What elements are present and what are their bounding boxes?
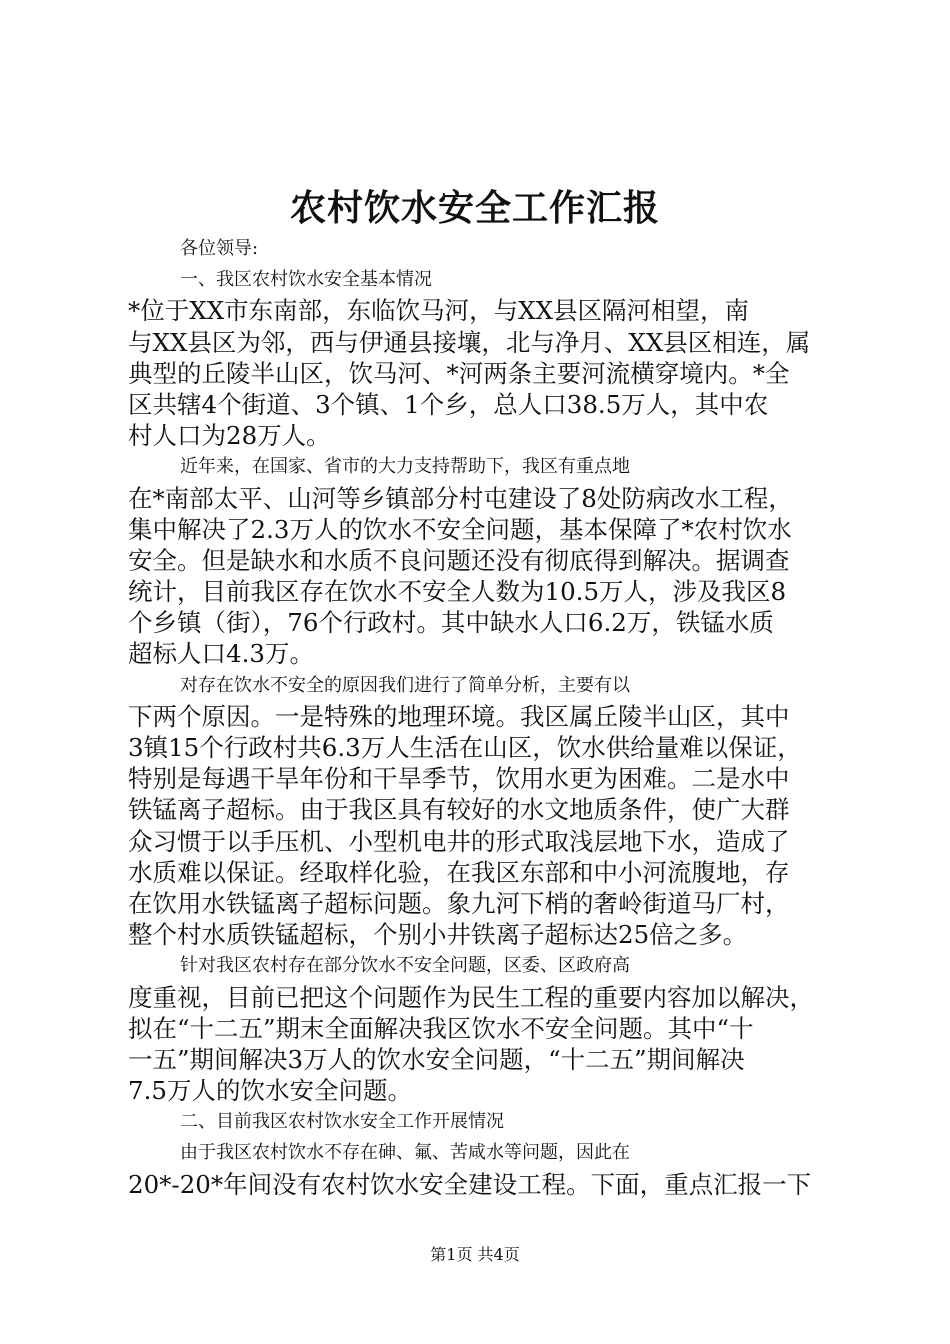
body-line: 二、目前我区农村饮水安全工作开展情况 <box>180 1111 504 1133</box>
body-line: 在*南部太平、山河等乡镇部分村屯建设了8处防病改水工程， <box>128 483 793 513</box>
body-line: 度重视，目前已把这个问题作为民生工程的重要内容加以解决， <box>128 982 814 1012</box>
body-line: 对存在饮水不安全的原因我们进行了简单分析，主要有以 <box>180 674 630 696</box>
body-line: 村人口为28万人。 <box>128 421 331 451</box>
body-line: 一、我区农村饮水安全基本情况 <box>180 269 432 291</box>
body-line: *位于XX市东南部，东临饮马河，与XX县区隔河相望，南 <box>128 296 750 326</box>
body-line: 与XX县区为邻，西与伊通县接壤，北与净月、XX县区相连，属 <box>128 327 811 357</box>
body-line: 3镇15个行政村共6.3万人生活在山区，饮水供给量难以保证， <box>128 733 802 762</box>
body-line: 7.5万人的饮水安全问题。 <box>128 1076 412 1106</box>
body-line: 个乡镇（街），76个行政村。其中缺水人口6.2万，铁锰水质 <box>128 608 774 638</box>
body-line: 众习惯于以手压机、小型机电井的形式取浅层地下水，造成了 <box>128 826 790 856</box>
body-line: 下两个原因。一是特殊的地理环境。我区属丘陵半山区，其中 <box>128 701 790 731</box>
body-line: 拟在“十二五”期末全面解决我区饮水不安全问题。其中“十 <box>128 1013 754 1043</box>
body-line: 特别是每遇干旱年份和干旱季节，饮用水更为困难。二是水中 <box>128 764 790 794</box>
page-number-footer: 第1页 共4页 <box>430 1245 520 1264</box>
body-line: 整个村水质铁锰超标，个别小井铁离子超标达25倍之多。 <box>128 920 748 950</box>
body-line: 针对我区农村存在部分饮水不安全问题，区委、区政府高 <box>180 955 630 977</box>
body-line: 区共辖4个街道、3个镇、1个乡，总人口38.5万人，其中农 <box>128 389 769 419</box>
body-line: 安全。但是缺水和水质不良问题还没有彻底得到解决。据调查 <box>128 545 790 575</box>
body-line: 各位领导: <box>180 238 259 259</box>
body-line: 近年来，在国家、省市的大力支持帮助下，我区有重点地 <box>180 456 630 478</box>
body-line: 铁锰离子超标。由于我区具有较好的水文地质条件，使广大群 <box>128 795 790 825</box>
body-line: 超标人口4.3万。 <box>128 639 314 669</box>
body-line: 在饮用水铁锰离子超标问题。象九河下梢的奢岭街道马厂村， <box>128 888 790 918</box>
body-line: 水质难以保证。经取样化验，在我区东部和中小河流腹地，存 <box>128 857 790 887</box>
body-line: 统计，目前我区存在饮水不安全人数为10.5万人，涉及我区8 <box>128 577 787 607</box>
body-line: 20*-20*年间没有农村饮水安全建设工程。下面，重点汇报一下 <box>128 1169 812 1199</box>
body-line: 一五”期间解决3万人的饮水安全问题，“十二五”期间解决 <box>128 1044 745 1074</box>
document-title: 农村饮水安全工作汇报 <box>289 187 660 229</box>
body-line: 由于我区农村饮水不存在砷、氟、苦咸水等问题，因此在 <box>180 1142 630 1164</box>
document-body <box>128 233 836 1200</box>
body-line: 典型的丘陵半山区，饮马河、*河两条主要河流横穿境内。*全 <box>128 358 790 388</box>
body-line: 集中解决了2.3万人的饮水不安全问题，基本保障了*农村饮水 <box>128 514 792 544</box>
